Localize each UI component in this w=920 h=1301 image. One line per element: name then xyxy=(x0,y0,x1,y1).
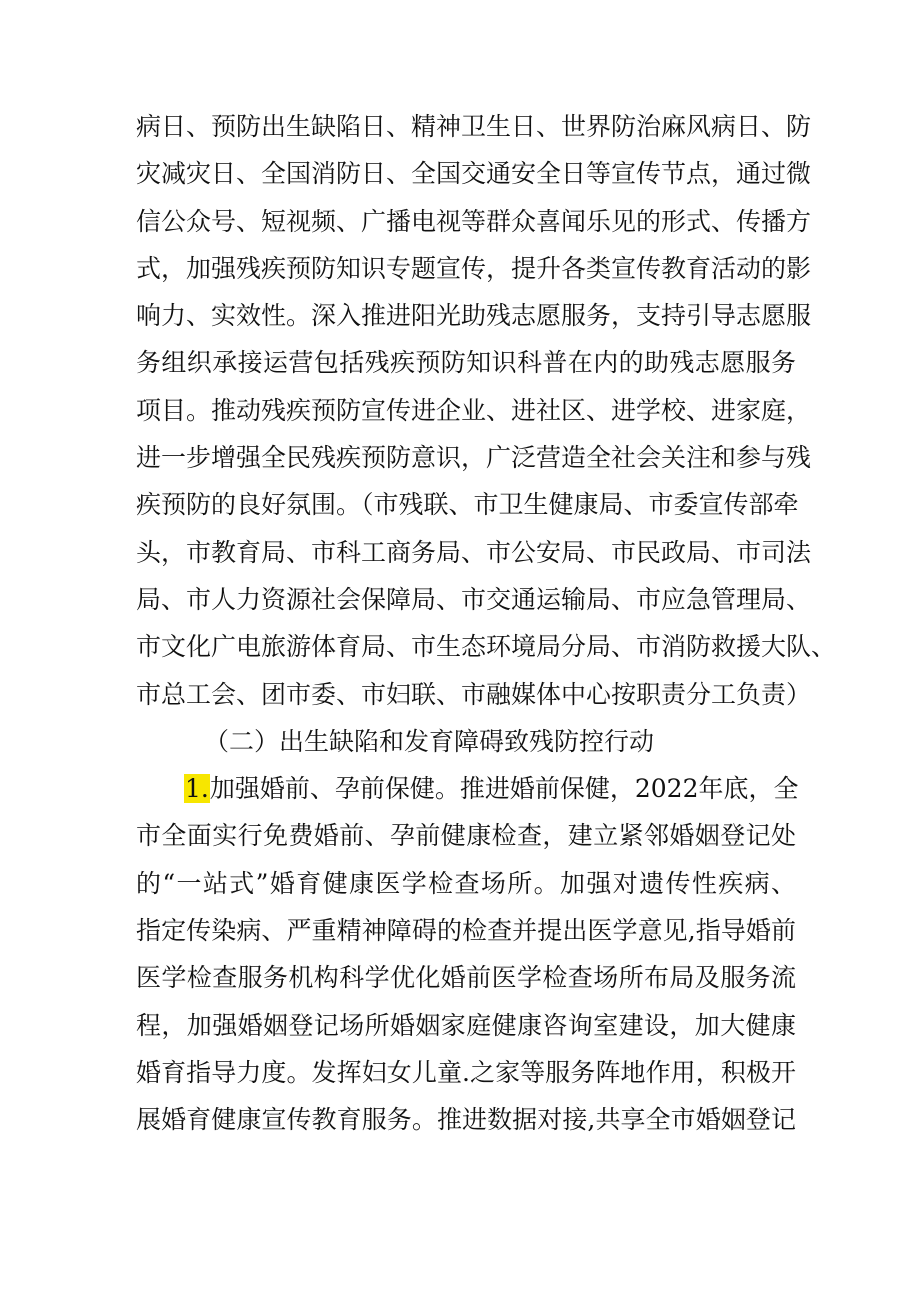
body-line: 疾预防的良好氛围。（市残联、市卫生健康局、市委宣传部牵 xyxy=(136,490,799,520)
body-line: 的“一站式”婚育健康医学检查场所。加强对遗传性疾病、 xyxy=(136,868,796,898)
body-line: 医学检查服务机构科学优化婚前医学检查场所布局及服务流 xyxy=(136,963,796,993)
body-line: 式，加强残疾预防知识专题宣传，提升各类宣传教育活动的影 xyxy=(136,253,812,283)
body-line: 市文化广电旅游体育局、市生态环境局分局、市消防救援大队、 xyxy=(136,632,837,662)
body-line: 市总工会、团市委、市妇联、市融媒体中心按职责分工负责） xyxy=(136,679,812,709)
body-line: 响力、实效性。深入推进阳光助残志愿服务，支持引导志愿服 xyxy=(136,301,812,331)
item-first-line xyxy=(136,765,799,812)
body-line: 灾减灾日、全国消防日、全国交通安全日等宣传节点，通过微 xyxy=(136,159,812,189)
body-line: 展婚育健康宣传教育服务。推进数据对接,共享全市婚姻登记 xyxy=(136,1105,796,1135)
body-line: 项目。推动残疾预防宣传进企业、进社区、进学校、进家庭， xyxy=(136,395,812,425)
body-line: 进一步增强全民残疾预防意识，广泛营造全社会关注和参与残 xyxy=(136,443,812,473)
body-line: 局、市人力资源社会保障局、市交通运输局、市应急管理局、 xyxy=(136,584,812,614)
body-line: 信公众号、短视频、广播电视等群众喜闻乐见的形式、传播方 xyxy=(136,206,812,236)
body-line: 病日、预防出生缺陷日、精神卫生日、世界防治麻风病日、防 xyxy=(136,112,812,141)
item-first-line-text: 加强婚前、孕前保健。推进婚前保健，2022年底，全 xyxy=(209,774,799,804)
body-line: 务组织承接运营包括残疾预防知识科普在内的助残志愿服务 xyxy=(136,348,796,378)
body-line: 指定传染病、严重精神障碍的检查并提出医学意见,指导婚前 xyxy=(136,916,796,946)
body-line: 婚育指导力度。发挥妇女儿童.之家等服务阵地作用，积极开 xyxy=(136,1057,796,1087)
item-number-highlight: 1. xyxy=(185,774,209,804)
document-body xyxy=(136,103,837,1144)
body-line: 市全面实行免费婚前、孕前健康检查，建立紧邻婚姻登记处 xyxy=(136,821,796,851)
body-line: 程，加强婚姻登记场所婚姻家庭健康咨询室建设，加大健康 xyxy=(136,1010,796,1040)
section-heading: （二）出生缺陷和发育障碍致残防控行动 xyxy=(204,726,655,756)
body-line: 头，市教育局、市科工商务局、市公安局、市民政局、市司法 xyxy=(136,537,812,567)
